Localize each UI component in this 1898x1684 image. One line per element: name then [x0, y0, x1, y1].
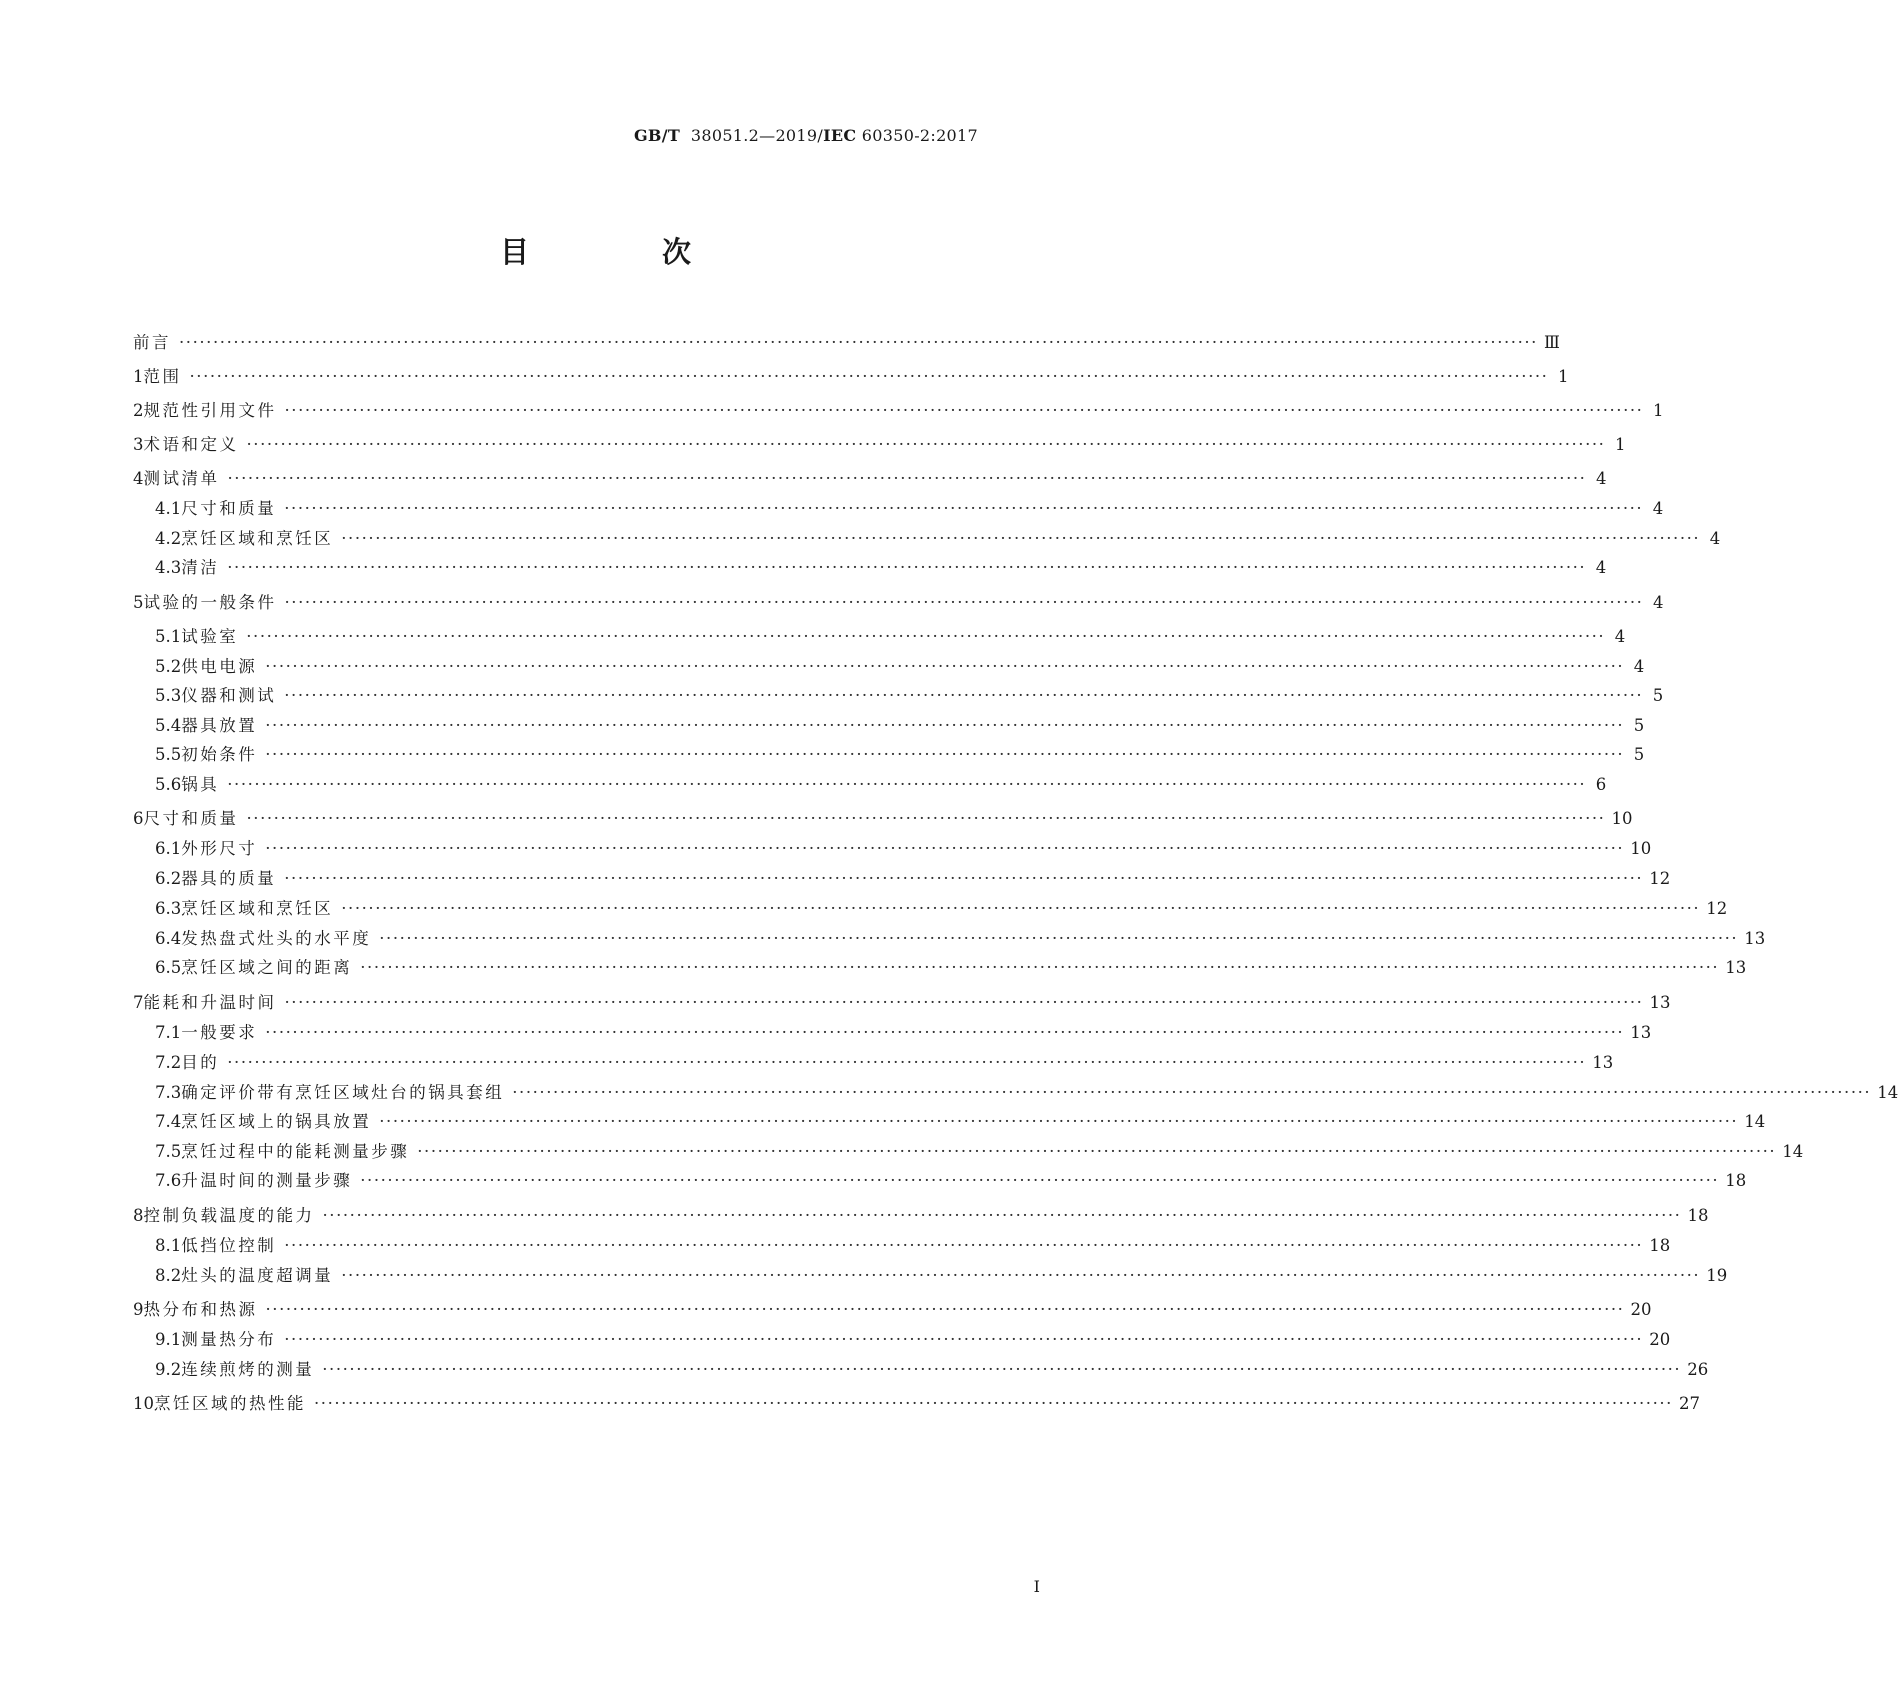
- toc-entry-number: 2: [133, 401, 144, 420]
- toc-entry-label: 烹饪区域和烹饪区: [181, 899, 334, 918]
- standard-code: [0, 126, 978, 145]
- toc-entry-label: 锅具: [181, 775, 220, 794]
- toc-entry-number: 6.3: [155, 899, 182, 918]
- toc-entry-number: 7.5: [155, 1142, 182, 1161]
- toc-entry[interactable]: [133, 398, 1664, 424]
- toc-leader-dots: ········································································································································································································: [379, 1112, 1739, 1131]
- toc-leader-dots: ········································································································································································································: [265, 1023, 1625, 1042]
- toc-entry[interactable]: [155, 683, 1664, 709]
- toc-entry[interactable]: [155, 1233, 1671, 1259]
- toc-entry-page: 10: [1611, 809, 1633, 828]
- toc-entry-label: 发热盘式灶头的水平度: [181, 929, 372, 948]
- toc-leader-dots: ········································································································································································································: [227, 469, 1587, 488]
- toc-entry-label: 烹饪区域之间的距离: [181, 958, 353, 977]
- toc-entry-page: 20: [1649, 1330, 1671, 1349]
- toc-entry-page: 4: [1595, 469, 1607, 488]
- toc-entry-label: 目的: [181, 1053, 220, 1072]
- toc-entry-number: 4.3: [155, 558, 182, 577]
- toc-entry-label: 器具放置: [181, 716, 258, 735]
- toc-entry[interactable]: [155, 654, 1645, 680]
- toc-leader-dots: ········································································································································································································: [227, 775, 1587, 794]
- toc-entry[interactable]: [155, 1263, 1728, 1289]
- toc-entry[interactable]: [155, 836, 1652, 862]
- toc-entry[interactable]: [155, 1168, 1747, 1194]
- toc-entry-page: 18: [1687, 1206, 1709, 1225]
- toc-entry[interactable]: [155, 1327, 1671, 1353]
- toc-entry-number: 5.1: [155, 627, 182, 646]
- toc-entry-number: 9.2: [155, 1360, 182, 1379]
- toc-entry[interactable]: [155, 1050, 1614, 1076]
- toc-leader-dots: ········································································································································································································: [341, 1266, 1701, 1285]
- toc-entry-page: 14: [1877, 1083, 1898, 1102]
- toc-entry[interactable]: [155, 866, 1671, 892]
- std-number: 38051.2—2019/: [690, 126, 824, 145]
- toc-entry-number: 7.3: [155, 1083, 182, 1102]
- toc-entry-page: 5: [1652, 686, 1664, 705]
- toc-leader-dots: ········································································································································································································: [360, 1171, 1720, 1190]
- toc-entry-number: 5: [133, 593, 144, 612]
- toc-entry-number: 6.5: [155, 958, 182, 977]
- toc-entry-label: 烹饪区域和烹饪区: [181, 529, 334, 548]
- toc-entry-number: 9.1: [155, 1330, 182, 1349]
- toc-entry-label: 前言: [133, 333, 171, 352]
- toc-entry-number: 7.4: [155, 1112, 182, 1131]
- toc-entry-label: 外形尺寸: [181, 839, 258, 858]
- toc-entry[interactable]: [155, 896, 1728, 922]
- toc-entry-label: 连续煎烤的测量: [181, 1360, 315, 1379]
- toc-entry[interactable]: [155, 1020, 1652, 1046]
- toc-entry-page: Ⅲ: [1543, 333, 1560, 352]
- toc-entry-label: 热分布和热源: [143, 1300, 258, 1319]
- toc-leader-dots: ········································································································································································································: [379, 929, 1739, 948]
- toc-entry-label: 测试清单: [143, 469, 220, 488]
- toc-leader-dots: ········································································································································································································: [284, 1236, 1644, 1255]
- toc-entry[interactable]: [133, 806, 1633, 832]
- toc-leader-dots: ········································································································································································································: [246, 435, 1606, 454]
- toc-entry-page: 4: [1709, 529, 1721, 548]
- footer-page-number: I: [1033, 1577, 1040, 1596]
- toc-entry-page: 6: [1595, 775, 1607, 794]
- toc-entry-page: 13: [1649, 993, 1671, 1012]
- toc-entry-number: 5.3: [155, 686, 182, 705]
- toc-entry[interactable]: [155, 772, 1607, 798]
- toc-leader-dots: ········································································································································································································: [417, 1142, 1777, 1161]
- toc-leader-dots: ········································································································································································································: [179, 333, 1538, 352]
- toc-leader-dots: ········································································································································································································: [246, 809, 1606, 828]
- toc-entry-page: 14: [1782, 1142, 1804, 1161]
- toc-entry-page: 4: [1652, 499, 1664, 518]
- toc-entry-page: 5: [1633, 745, 1645, 764]
- toc-entry-label: 器具的质量: [181, 869, 277, 888]
- toc-entry-label: 控制负载温度的能力: [143, 1206, 315, 1225]
- toc-entry-label: 升温时间的测量步骤: [181, 1171, 353, 1190]
- toc-entry-page: 4: [1633, 657, 1645, 676]
- toc-entry-number: 9: [133, 1300, 144, 1319]
- toc-entry[interactable]: [133, 330, 1560, 356]
- toc-entry[interactable]: [133, 432, 1626, 458]
- std-prefix: GB/T: [633, 126, 681, 145]
- toc-entry-page: 5: [1633, 716, 1645, 735]
- toc-entry-number: 7.2: [155, 1053, 182, 1072]
- toc-entry-page: 13: [1630, 1023, 1652, 1042]
- toc-entry-number: 7.1: [155, 1023, 182, 1042]
- toc-entry-label: 试验的一般条件: [143, 593, 277, 612]
- toc-entry-label: 确定评价带有烹饪区域灶台的锅具套组: [181, 1083, 505, 1102]
- toc-entry[interactable]: [133, 364, 1569, 390]
- toc-leader-dots: ········································································································································································································: [265, 657, 1625, 676]
- toc-entry[interactable]: [133, 1391, 1700, 1417]
- toc-entry[interactable]: [133, 990, 1671, 1016]
- page-title: 目 次: [499, 235, 743, 269]
- toc-entry[interactable]: [133, 466, 1607, 492]
- toc-entry-number: 8.1: [155, 1236, 182, 1255]
- toc-entry[interactable]: [155, 955, 1747, 981]
- toc-entry-page: 27: [1678, 1394, 1700, 1413]
- toc-entry-page: 4: [1595, 558, 1607, 577]
- toc-leader-dots: ········································································································································································································: [284, 686, 1644, 705]
- toc-entry-label: 清洁: [181, 558, 220, 577]
- toc-leader-dots: ········································································································································································································: [322, 1206, 1682, 1225]
- toc-leader-dots: ········································································································································································································: [227, 1053, 1587, 1072]
- toc-entry-label: 尺寸和质量: [181, 499, 277, 518]
- toc-entry-label: 试验室: [181, 627, 239, 646]
- std-iec-number: 60350-2:2017: [861, 126, 978, 145]
- toc-entry-number: 5.6: [155, 775, 182, 794]
- toc-entry[interactable]: [133, 1203, 1709, 1229]
- toc-entry[interactable]: [155, 742, 1645, 768]
- toc-entry-number: 5.5: [155, 745, 182, 764]
- toc-entry[interactable]: [155, 1139, 1804, 1165]
- toc-entry[interactable]: [155, 1080, 1898, 1106]
- toc-entry-number: 5.4: [155, 716, 182, 735]
- toc-entry-page: 20: [1630, 1300, 1652, 1319]
- toc-leader-dots: ········································································································································································································: [284, 401, 1644, 420]
- toc-entry-label: 烹饪区域的热性能: [154, 1394, 306, 1413]
- toc-entry-label: 烹饪区域上的锅具放置: [181, 1112, 372, 1131]
- toc-entry-page: 19: [1706, 1266, 1728, 1285]
- toc-leader-dots: ········································································································································································································: [284, 869, 1644, 888]
- toc-entry-page: 10: [1630, 839, 1652, 858]
- toc-entry[interactable]: [133, 1297, 1652, 1323]
- toc-entry-label: 一般要求: [181, 1023, 258, 1042]
- toc-entry-number: 8: [133, 1206, 144, 1225]
- toc-entry-number: 6: [133, 809, 144, 828]
- toc-entry-page: 18: [1725, 1171, 1747, 1190]
- toc-entry[interactable]: [155, 555, 1607, 581]
- toc-entry-number: 5.2: [155, 657, 182, 676]
- toc-entry-page: 13: [1592, 1053, 1614, 1072]
- toc-entry-number: 6.4: [155, 929, 182, 948]
- toc-entry-number: 10: [133, 1394, 154, 1413]
- toc-entry-label: 低挡位控制: [181, 1236, 277, 1255]
- toc-leader-dots: ········································································································································································································: [284, 1330, 1644, 1349]
- toc-leader-dots: ········································································································································································································: [314, 1394, 1673, 1413]
- toc-leader-dots: ········································································································································································································: [284, 993, 1644, 1012]
- std-iec: IEC: [823, 126, 857, 145]
- toc-leader-dots: ········································································································································································································: [341, 899, 1701, 918]
- toc-entry-label: 尺寸和质量: [143, 809, 239, 828]
- toc-entry-label: 仪器和测试: [181, 686, 277, 705]
- toc-entry-number: 8.2: [155, 1266, 182, 1285]
- toc-entry-page: 12: [1706, 899, 1728, 918]
- toc-entry-page: 1: [1614, 435, 1626, 454]
- toc-entry[interactable]: [155, 1109, 1766, 1135]
- toc-entry-number: 4.1: [155, 499, 182, 518]
- toc-entry-page: 4: [1614, 627, 1626, 646]
- toc-entry-label: 供电电源: [181, 657, 258, 676]
- toc-entry-label: 能耗和升温时间: [143, 993, 277, 1012]
- toc-entry-label: 初始条件: [181, 745, 258, 764]
- toc-entry[interactable]: [133, 590, 1664, 616]
- toc-leader-dots: ········································································································································································································: [265, 716, 1625, 735]
- toc-entry[interactable]: [155, 713, 1645, 739]
- toc-entry-number: 4: [133, 469, 144, 488]
- toc-entry[interactable]: [155, 1357, 1709, 1383]
- toc-leader-dots: ········································································································································································································: [189, 367, 1549, 386]
- toc-entry[interactable]: [155, 624, 1626, 650]
- toc-entry-number: 6.1: [155, 839, 182, 858]
- toc-entry-page: 26: [1687, 1360, 1709, 1379]
- toc-leader-dots: ········································································································································································································: [284, 499, 1644, 518]
- toc-entry-page: 1: [1652, 401, 1664, 420]
- toc-leader-dots: ········································································································································································································: [322, 1360, 1682, 1379]
- toc-entry-page: 13: [1725, 958, 1747, 977]
- toc-entry-label: 烹饪过程中的能耗测量步骤: [181, 1142, 410, 1161]
- toc-entry-number: 3: [133, 435, 144, 454]
- toc-leader-dots: ········································································································································································································: [265, 745, 1625, 764]
- toc-entry-number: 1: [133, 367, 144, 386]
- toc-entry-page: 18: [1649, 1236, 1671, 1255]
- toc-leader-dots: ········································································································································································································: [227, 558, 1587, 577]
- toc-entry[interactable]: [155, 926, 1766, 952]
- toc-leader-dots: ········································································································································································································: [265, 1300, 1625, 1319]
- toc-leader-dots: ········································································································································································································: [512, 1083, 1872, 1102]
- toc-entry-label: 术语和定义: [143, 435, 239, 454]
- toc-leader-dots: ········································································································································································································: [265, 839, 1625, 858]
- toc-entry-number: 6.2: [155, 869, 182, 888]
- toc-entry[interactable]: [155, 496, 1664, 522]
- toc-entry-number: 7.6: [155, 1171, 182, 1190]
- toc-entry-label: 测量热分布: [181, 1330, 277, 1349]
- toc-entry[interactable]: [155, 526, 1721, 552]
- toc-entry-label: 规范性引用文件: [143, 401, 277, 420]
- toc-leader-dots: ········································································································································································································: [246, 627, 1606, 646]
- toc-entry-page: 12: [1649, 869, 1671, 888]
- toc-leader-dots: ········································································································································································································: [341, 529, 1701, 548]
- toc-entry-page: 13: [1744, 929, 1766, 948]
- toc-entry-label: 范围: [143, 367, 182, 386]
- toc-entry-number: 7: [133, 993, 144, 1012]
- toc-leader-dots: ········································································································································································································: [284, 593, 1644, 612]
- toc-entry-page: 4: [1652, 593, 1664, 612]
- toc-leader-dots: ········································································································································································································: [360, 958, 1720, 977]
- toc-entry-number: 4.2: [155, 529, 182, 548]
- toc-entry-page: 14: [1744, 1112, 1766, 1131]
- toc-entry-label: 灶头的温度超调量: [181, 1266, 334, 1285]
- toc-entry-page: 1: [1557, 367, 1569, 386]
